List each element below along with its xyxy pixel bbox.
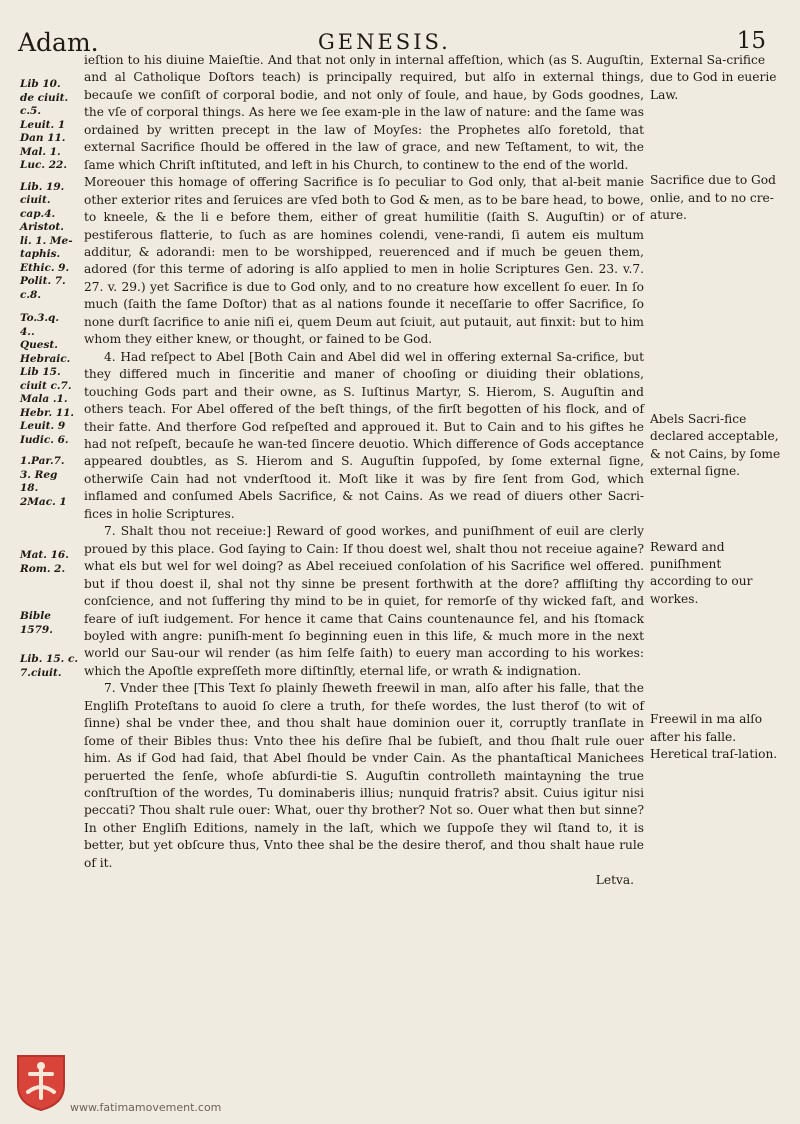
paragraph: Moreouer this homage of offering Sacrifice is ſo peculiar to God only, that al-beit manie other exterior rites and ſeruices are vſed both to God & men, as to be bare head, to bowe, to kneele, & the li e before them, either of great humilitie (ſaith S. Auguſtin) or of pestiferous flatterie, to ſuch as are homines colendi, vene-randi, ſi autem eis multum additur, & adorandi: men to be worshipped, reuerenced and if much be geuen them, adored (for this terme of adoring is alſo applied to men in holie Scriptures Gen. 23. v.7. 27. v. 29.) yet Sacrifice is due to God only, and to no creature how excellent ſo euer. In ſo much (ſaith the ſame Doſtor) that as al nations founde it neceſſarie to offer Sacrifice, ſo none durſt ſacrifice to anie niſi ei, quem Deum aut ſciuit, aut putauit, aut finxit: but to him whom they either knew, or thought, or fained to be God. xyxy=(84,175,644,347)
header-left: Adam. xyxy=(18,28,99,57)
side-note: Sacrifice due to God onlie, and to no cre-ature. xyxy=(650,173,776,223)
page-number: 15 xyxy=(736,28,766,54)
margin-ref: c.8. xyxy=(20,288,42,301)
header-title: GENESIS. xyxy=(318,30,451,54)
margin-ref: Hebraic. xyxy=(20,352,71,365)
margin-ref: 7.ciuit. xyxy=(20,666,62,679)
crest-logo-icon xyxy=(14,1052,68,1112)
margin-ref: 18. xyxy=(20,482,39,494)
margin-ref: 1.Par.7. xyxy=(20,455,65,467)
margin-ref: li. 1. Me- xyxy=(20,234,73,247)
paragraph: 7. Shalt thou not receiue:] Reward of good workes, and puniſhment of euil are clerly proued by this place. God ſaying to Cain: If thou doest wel, shalt thou not receiue againe? what els but wel for wel doing? as Abel receiued conſolation of his Sacrifice wel offered. but if thou doest il, shal not thy sinne be present forthwith at the dore? affliſting thy conſcience, and not ſuffering thy mind to be in quiet, for remorſe of thy wicked faſt, and feare of iuſt iudgement. For hence it came that Cains countenaunce fel, and his ſtomack boyled with angre: puniſh-ment ſo beginning euen in this life, & much more in the next world our Sau-our wil render (as him ſelfe ſaith) to euery man according to his workes: which the Apoſtle expreſſeth more diſtinſtly, eternal life, or wrath & indignation. xyxy=(84,524,644,678)
paragraph: 7. Vnder thee [This Text ſo plainly ſheweth freewil in man, alſo after his falle, that the Engliſh Proteſtans to auoid ſo clere a truth, for theſe wordes, the lust therof (to wit of ſinne) shal be vnder thee, and thou shalt haue dominion ouer it, corruptly tranſlate in ſome of their Bibles thus: Vnto thee his deſire ſhal be ſubieſt, and thou ſhalt rule ouer him. As if God had ſaid, that Abel ſhould be vnder Cain. As the phantaſtical Manichees peruerted the ſenſe, whoſe abſurdi-tie S. Auguſtin controlleth maintayning the true conſtruſtion of the wordes, Tu dominaberis illius; nunquid fratris? absit. Cuius igitur nisi peccati? Thou shalt rule ouer: What, ouer thy brother? Not so. Ouer what then but sinne? In other Engliſh Editions, namely in the laſt, which we ſuppoſe they wil ſtand to, it is better, but yet obſcure thus, Vnto thee shal be the desire therof, and thou shalt haue rule of it. xyxy=(84,681,644,870)
margin-ref: Dan 11. xyxy=(20,132,66,144)
margin-ref: Leuit. 9 xyxy=(20,420,66,432)
right-margin-notes xyxy=(650,52,782,764)
margin-ref: ciuit. xyxy=(20,194,51,206)
margin-ref: 4.. xyxy=(20,325,35,338)
margin-ref: Ethic. 9. xyxy=(20,261,70,274)
margin-ref: 1579. xyxy=(20,623,53,636)
margin-ref: Iudic. 6. xyxy=(20,433,69,446)
margin-ref: 3. Reg xyxy=(20,468,58,481)
paragraph: ieſtion to his diuine Maieſtie. And that not only in internal affeſtion, which (as S. Auguſtin, and al Catholique Doſtors teach) is principally required, but alſo in external things, becauſe we conſiſt of corporal bodie, and not only of ſoule, and haue, by Gods goodnes, the vſe of corporal things. As here we ſee exam-ple in the law of nature: and the ſame was ordained by written precept in the law of Moyſes: the Prophetes alſo foretold, that external Sacrifice ſhould be offered in the law of grace, and new Teſtament, to wit, the ſame which Chriſt inſtituted, and left in his Church, to continew to the end of the world. xyxy=(84,53,644,172)
margin-ref: Lib 10. xyxy=(20,78,61,90)
margin-ref: Mal. 1. xyxy=(20,145,61,158)
side-note: Freewil in ma alſo after his falle. Heretical traſ-lation. xyxy=(650,712,778,762)
margin-ref: Lib. 19. xyxy=(20,180,65,193)
margin-ref: Rom. 2. xyxy=(20,562,66,575)
margin-ref: ciuit c.7. xyxy=(20,379,72,392)
paragraph: 4. Had reſpect to Abel [Both Cain and Abel did wel in offering external Sa-crifice, but they differed much in ſinceritie and maner of chooſing or diuiding their oblations, touching Gods part and their owne, as S. Iuſtinus Martyr, S. Hierom, S. Auguſtin and others teach. For Abel offered of the beſt things, of the firſt begotten of his flock, and of their fatte. And therfore God reſpeſted and approued it. But to Cain and to his giftes he had not reſpeſt, becauſe he wan-ted ſincere deuotio. Which difference of Gods acceptance appeared doubtles, as S. Hierom and S. Auguſtin ſuppoſed, by ſome external ſigne, otherwiſe Cain had not vnderſtood it. Moſt like it was by fire ſent from God, which inflamed and conſumed Abels Sacrifice, & not Cains. As we read of diuers other Sacri-fices in holie Scriptures. xyxy=(84,349,644,521)
margin-ref: Lib. 15. c. xyxy=(20,653,78,665)
watermark-url: www.fatimamovement.com xyxy=(70,1101,222,1114)
margin-ref: Luc. 22. xyxy=(20,159,67,171)
margin-ref: To.3.q. xyxy=(20,312,60,324)
margin-ref: cap.4. xyxy=(20,207,56,220)
margin-ref: Mala .1. xyxy=(20,393,68,405)
margin-ref: Aristot. xyxy=(20,221,64,233)
margin-ref: Lib 15. xyxy=(20,366,61,378)
margin-ref: Quest. xyxy=(20,339,58,351)
margin-ref: taphis. xyxy=(20,248,61,260)
left-margin-references xyxy=(20,78,82,680)
margin-ref: c.5. xyxy=(20,105,42,117)
margin-ref: Mat. 16. xyxy=(20,549,69,561)
side-note: Abels Sacri-fice declared acceptable, & not Cains, by ſome external ſigne. xyxy=(650,411,781,479)
margin-ref: Leuit. 1 xyxy=(20,118,66,131)
catchword: Letva. xyxy=(595,873,634,888)
margin-ref: 2Mac. 1 xyxy=(20,495,67,508)
margin-ref: Bible xyxy=(20,610,51,622)
margin-ref: de ciuit. xyxy=(20,91,69,104)
main-text xyxy=(84,52,644,890)
side-note: External Sa-crifice due to God in euerie Law. xyxy=(650,53,777,102)
margin-ref: Polit. 7. xyxy=(20,275,66,287)
side-note: Reward and puniſhment according to our workes. xyxy=(650,539,753,606)
margin-ref: Hebr. 11. xyxy=(20,406,75,419)
